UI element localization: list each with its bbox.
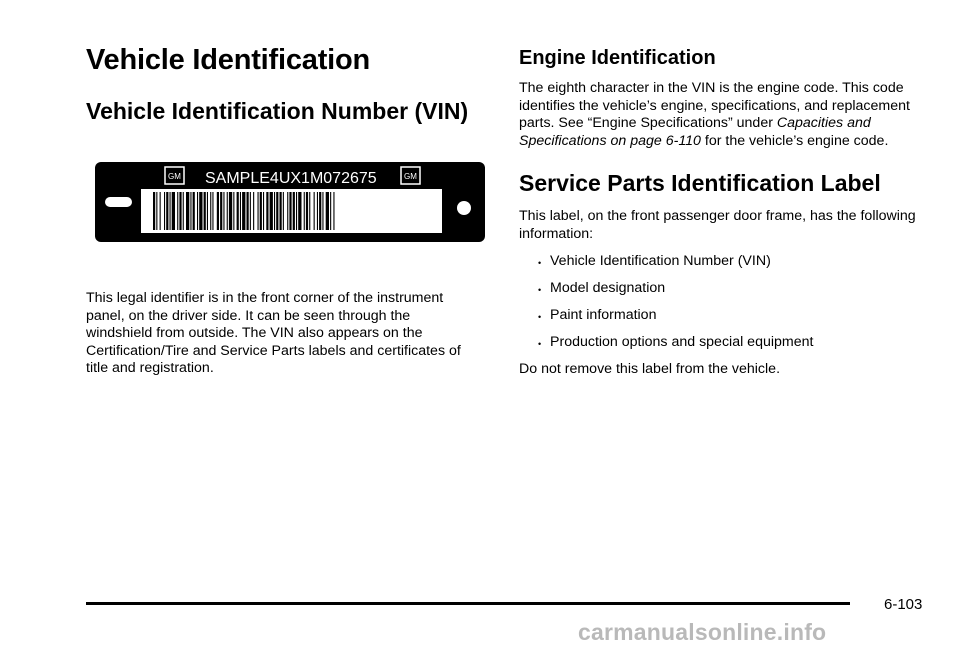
list-item	[519, 253, 939, 271]
barcode-bar	[227, 192, 228, 230]
watermark: carmanualsonline.info	[578, 619, 827, 645]
barcode-bar	[250, 192, 251, 230]
service-intro: This label, on the front passenger door frame, has the following information:	[519, 208, 916, 242]
barcode-bar	[160, 192, 161, 230]
vin-heading: Vehicle Identification Number (VIN)	[86, 98, 469, 124]
barcode-bar	[289, 192, 291, 230]
right-column	[519, 44, 939, 379]
bullet-icon: •	[538, 258, 542, 268]
barcode-bar	[242, 192, 245, 230]
barcode-bar	[240, 192, 241, 230]
svg-text:GM: GM	[404, 172, 417, 181]
barcode-bar	[177, 192, 178, 230]
barcode-bar	[229, 192, 232, 230]
page-title: Vehicle Identification	[86, 44, 371, 76]
engine-cross-reference: Capacities and Specifications on page 6-110	[519, 115, 871, 149]
barcode-bar	[304, 192, 305, 230]
bullet-icon: •	[538, 285, 542, 295]
barcode-bar	[199, 192, 202, 230]
barcode-bar	[190, 192, 191, 230]
barcode-bar	[153, 192, 155, 230]
barcode-bar	[247, 192, 249, 230]
barcode-bar	[253, 192, 254, 230]
barcode-bar	[210, 192, 211, 230]
barcode-bar	[276, 192, 278, 230]
left-column	[86, 40, 476, 376]
barcode-bar	[287, 192, 288, 230]
barcode-bar	[298, 192, 301, 230]
barcode-bar	[280, 192, 282, 230]
barcode-bar	[217, 192, 219, 230]
barcode-bar	[193, 192, 195, 230]
list-item	[519, 334, 939, 352]
footer-rule	[86, 602, 850, 605]
barcode-bar	[326, 192, 329, 230]
barcode-bar	[293, 192, 295, 230]
engine-paragraph	[519, 80, 939, 150]
barcode-bar	[220, 192, 222, 230]
vin-number-text: SAMPLE4UX1M072675	[205, 170, 377, 187]
barcode-bar	[233, 192, 234, 230]
service-info-list	[519, 253, 939, 352]
barcode-bar	[314, 192, 315, 230]
svg-text:GM: GM	[168, 172, 181, 181]
vin-description: This legal identifier is in the front corner of the instrument panel, on the driver side. It can be seen through the windshield from outside. The VIN also appears on the Certification/Tire and Service Parts labels and certificates of title and registration.	[86, 290, 461, 376]
vin-plate-left-slot	[105, 197, 132, 207]
barcode-bar	[333, 192, 334, 230]
barcode-bar	[164, 192, 165, 230]
barcode-bar	[186, 192, 189, 230]
bullet-icon: •	[538, 339, 542, 349]
barcode-bar	[270, 192, 273, 230]
barcode-bar	[274, 192, 275, 230]
barcode-bar	[322, 192, 323, 230]
barcode-bar	[170, 192, 171, 230]
barcode-bar	[166, 192, 168, 230]
bullet-icon: •	[538, 312, 542, 322]
barcode-bar	[319, 192, 321, 230]
barcode-bar	[260, 192, 262, 230]
list-item-text: Vehicle Identification Number (VIN)	[550, 253, 771, 269]
vin-plate-right-hole	[457, 201, 471, 215]
engine-text-before: The eighth character in the VIN is the engine code. This code identifies the vehicle’s engine, specifications, and replacement parts. See “Engine Specifications” under	[519, 80, 910, 131]
barcode-bar	[237, 192, 239, 230]
list-item	[519, 307, 939, 325]
barcode-bar	[263, 192, 264, 230]
barcode-bar	[258, 192, 259, 230]
engine-text-after: for the vehicle’s engine code.	[700, 132, 889, 149]
list-item-text: Paint information	[550, 307, 657, 323]
service-heading: Service Parts Identification Label	[519, 170, 881, 196]
vin-plate-illustration	[95, 162, 485, 242]
barcode-bar	[204, 192, 206, 230]
barcode-bar	[156, 192, 157, 230]
barcode-bar	[309, 192, 310, 230]
barcode-bar	[317, 192, 318, 230]
barcode-bar	[172, 192, 175, 230]
barcode-bar	[207, 192, 208, 230]
page-number: 6-103	[884, 596, 923, 613]
list-item	[519, 280, 939, 298]
barcode-bar	[266, 192, 268, 230]
engine-heading: Engine Identification	[519, 47, 716, 69]
closing-note: Do not remove this label from the vehicle.	[519, 361, 781, 377]
barcode-bar	[306, 192, 308, 230]
barcode-bar	[330, 192, 331, 230]
barcode-bar	[212, 192, 213, 230]
barcode-bar	[223, 192, 224, 230]
barcode-bar	[296, 192, 297, 230]
barcode-bar	[283, 192, 284, 230]
barcode-bar	[197, 192, 198, 230]
barcode-bar	[179, 192, 181, 230]
list-item-text: Production options and special equipment	[550, 334, 814, 350]
barcode	[153, 192, 335, 230]
barcode-bar	[183, 192, 184, 230]
list-item-text: Model designation	[550, 280, 666, 296]
